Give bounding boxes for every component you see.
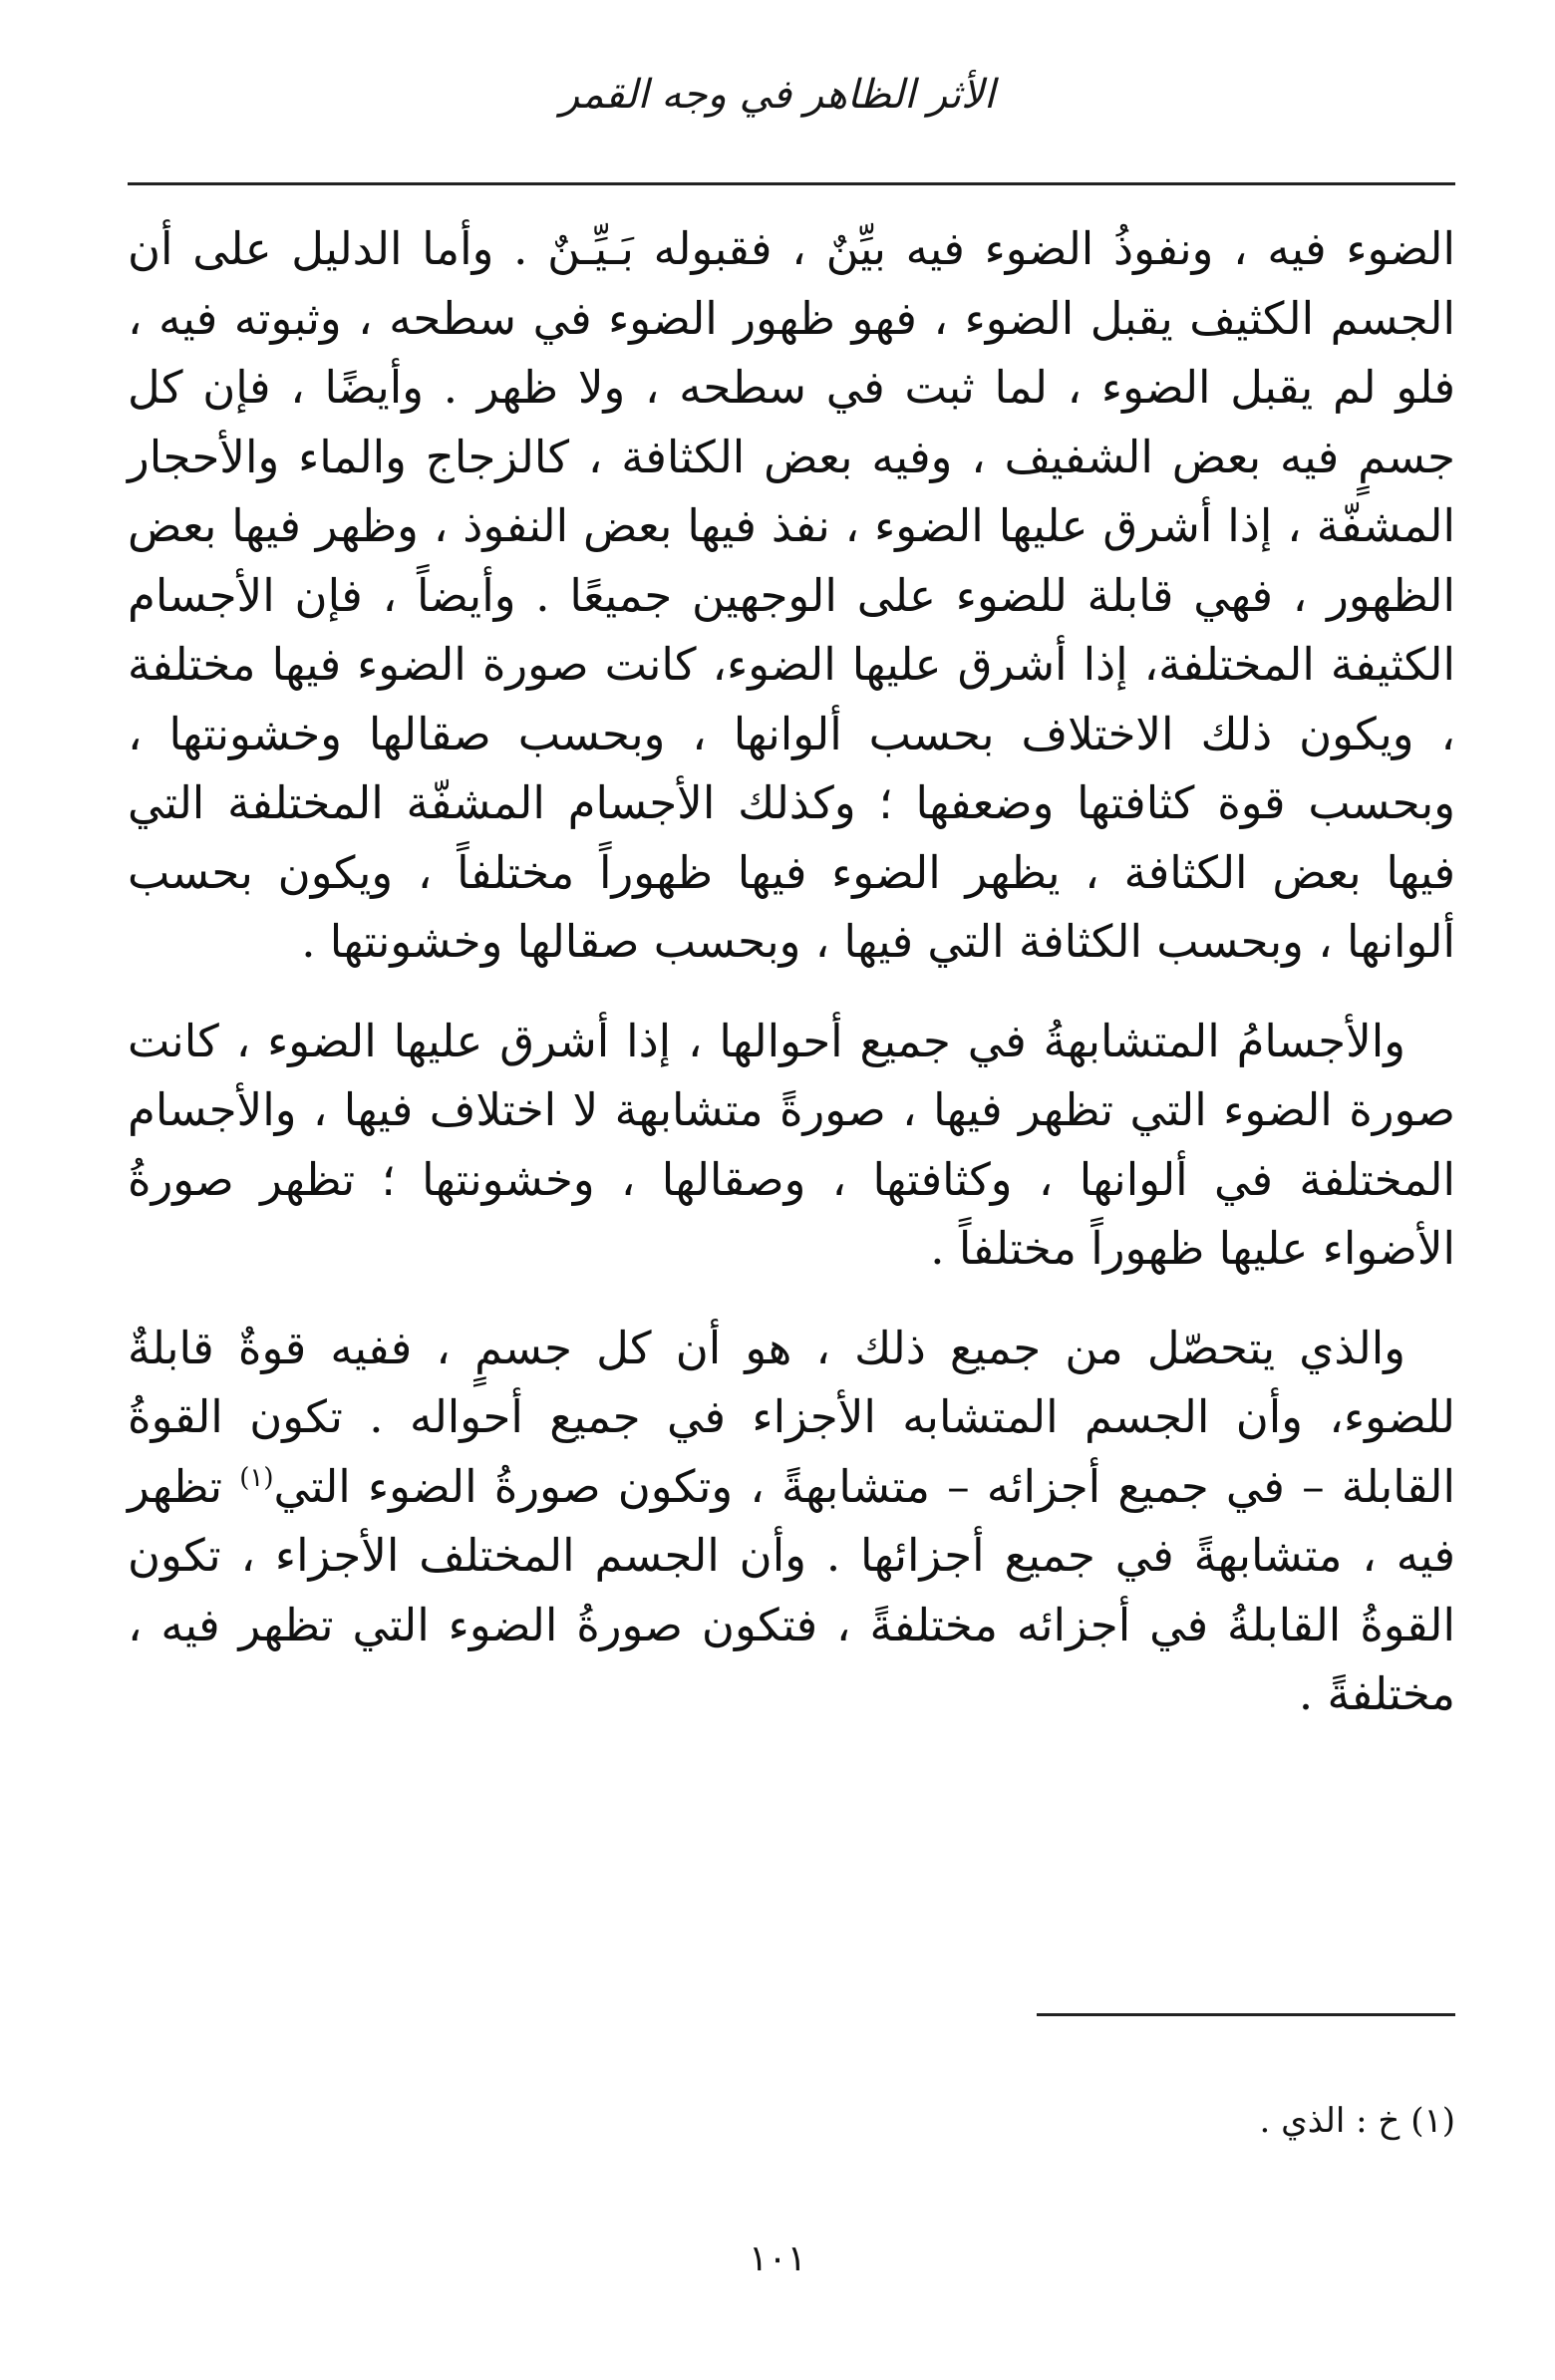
footnote-1: (١) خ : الذي . xyxy=(1259,2101,1455,2141)
paragraph-3-part-2: تظهر فيه ، متشابهةً في جميع أجزائها . وأن الجسم المختلف الأجزاء ، تكون القوةُ القابلةُ في أجزائه مختلفةً ، فتكون صورةُ الضوء التي تظهر فيه ، مختلفةً . xyxy=(128,1459,1455,1720)
paragraph-1: الضوء فيه ، ونفوذُ الضوء فيه بيِّنٌ ، فقبوله بَـيِّـنٌ . وأما الدليل على أن الجسم الكثيف يقبل الضوء ، فهو ظهور الضوء في سطحه ، وثبوته فيه ، فلو لم يقبل الضوء ، لما ثبت في سطحه ، ولا ظهر . وأيضًا ، فإن كل جسمٍ فيه بعض الشفيف ، وفيه بعض الكثافة ، كالزجاج والماء والأحجار المشفّة ، إذا أشرق عليها الضوء ، نفذ فيها بعض النفوذ ، وظهر فيها بعض الظهور ، فهي قابلة للضوء على الوجهين جميعًا . وأيضاً ، فإن الأجسام الكثيفة المختلفة، إذا أشرق عليها الضوء، كانت صورة الضوء فيها مختلفة ، ويكون ذلك الاختلاف بحسب ألوانها ، وبحسب صقالها وخشونتها ، وبحسب قوة كثافتها وضعفها ؛ وكذلك الأجسام المشفّة المختلفة التي فيها بعض الكثافة ، يظهر الضوء فيها ظهوراً مختلفاً ، ويكون بحسب ألوانها ، وبحسب الكثافة التي فيها ، وبحسب صقالها وخشونتها . xyxy=(128,222,1455,968)
paragraph-3-part-1: والذي يتحصّل من جميع ذلك ، هو أن كل جسمٍ ، ففيه قوةٌ قابلةٌ للضوء، وأن الجسم المتشابه الأجزاء في جميع أحواله . تكون القوةُ القابلة – في جميع أجزائه – متشابهةً ، وتكون صورةُ الضوء التي xyxy=(128,1321,1455,1513)
page-number: ١٠١ xyxy=(748,2238,806,2279)
running-title: الأثر الظاهر في وجه القمر xyxy=(559,72,996,118)
paragraph-3 xyxy=(128,1314,1455,1729)
footnote-marker[interactable]: (١) xyxy=(239,1462,274,1493)
footnote-rule xyxy=(1037,2013,1455,2016)
main-text xyxy=(128,214,1455,1729)
header-rule xyxy=(128,182,1455,185)
paragraph-2: والأجسامُ المتشابهةُ في جميع أحوالها ، إذا أشرق عليها الضوء ، كانت صورة الضوء التي تظهر فيها ، صورةً متشابهة لا اختلاف فيها ، والأجسام المختلفة في ألوانها ، وكثافتها ، وصقالها ، وخشونتها ؛ تظهر صورةُ الأضواء عليها ظهوراً مختلفاً . xyxy=(128,1014,1455,1275)
